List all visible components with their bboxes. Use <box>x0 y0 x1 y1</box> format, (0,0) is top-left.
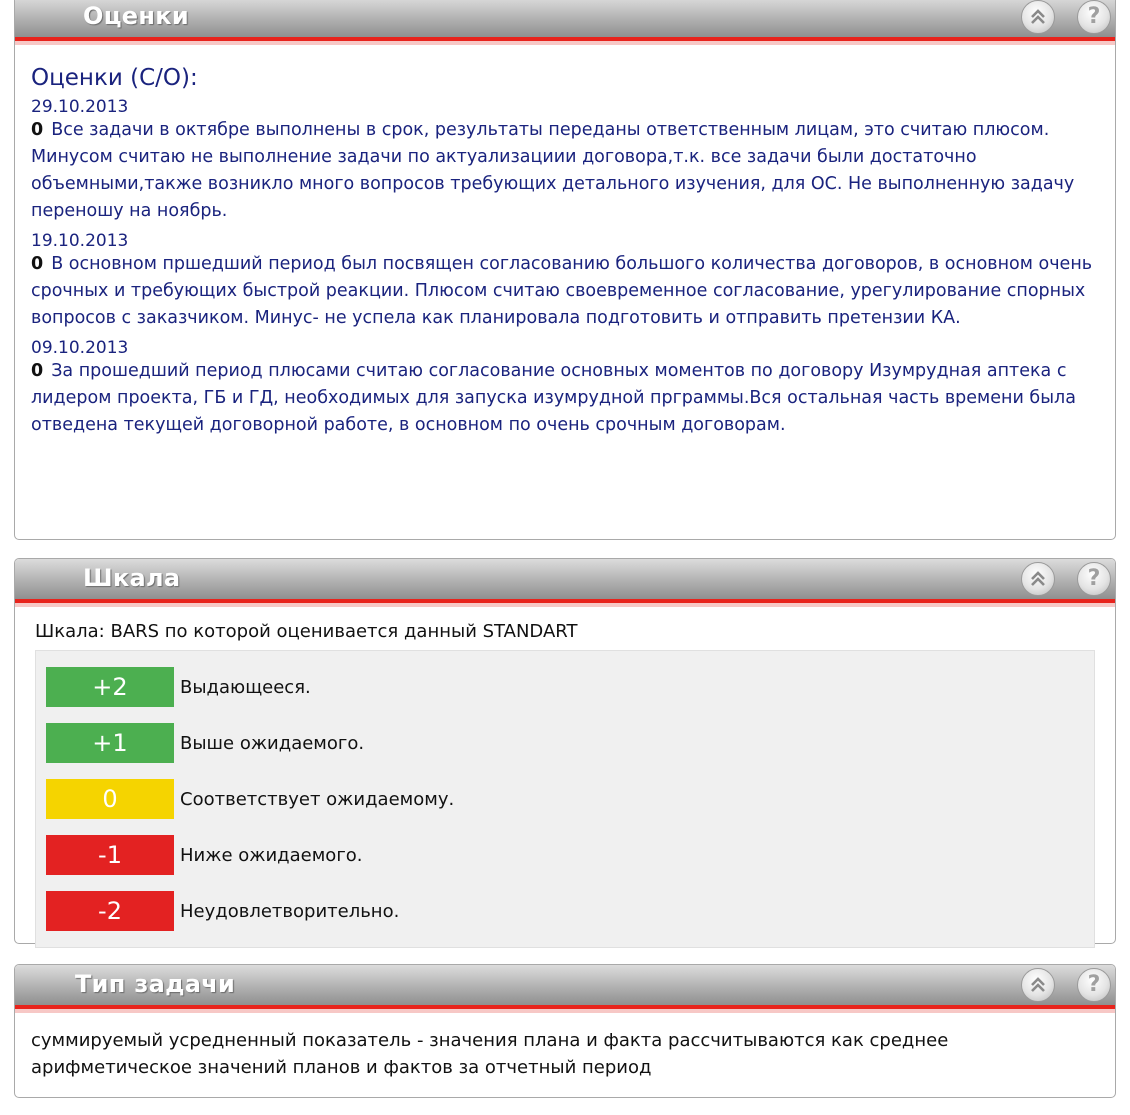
double-chevron-up-icon <box>1028 569 1048 589</box>
entry-date: 09.10.2013 <box>31 338 129 358</box>
panel-title: Шкала <box>83 564 181 592</box>
question-mark-icon: ? <box>1087 972 1101 997</box>
entry-comment: Все задачи в октябре выполнены в срок, результаты переданы ответственным лицам, это считаю плюсом. Минусом считаю не выполнение задачи по актуализациии договора,т.к. все задачи были достаточно объемными,также возникло много вопросов требующих детального изучения, для ОС. Не выполненную задачу переношу на ноябрь. <box>31 120 1075 221</box>
scale-panel-body <box>15 603 1115 958</box>
scale-row <box>46 715 1084 771</box>
scale-badge: +1 <box>46 723 174 763</box>
panel-title: Тип задачи <box>75 970 236 998</box>
grades-heading: Оценки (С/О): <box>31 65 198 91</box>
scale-caption: Шкала: BARS по которой оценивается данный STANDART <box>35 621 578 642</box>
collapse-button[interactable] <box>1021 0 1055 34</box>
grade-entry <box>31 97 1099 225</box>
collapse-button[interactable] <box>1021 562 1055 596</box>
grades-panel <box>14 0 1116 540</box>
scale-label: Соответствует ожидаемому. <box>180 788 455 810</box>
scale-label: Выдающееся. <box>180 676 311 698</box>
scale-panel-header <box>15 559 1115 603</box>
scale-badge: -1 <box>46 835 174 875</box>
task-type-panel <box>14 964 1116 1098</box>
grades-panel-body <box>15 41 1115 451</box>
entry-comment: В основном пршедший период был посвящен согласованию большого количества договоров, в основном очень срочных и требующих быстрой реакции. Плюсом считаю своевременное согласование, урегулирование спорных вопросов с заказчиком. Минус- не успела как планировала подготовить и отправить претензии КА. <box>31 254 1093 328</box>
help-button[interactable] <box>1077 562 1111 596</box>
task-type-text: суммируемый усредненный показатель - значения плана и факта рассчитываются как среднее арифметическое значений планов и фактов за отчетный период <box>31 1030 949 1078</box>
scale-panel <box>14 558 1116 944</box>
entry-text <box>31 358 1099 439</box>
double-chevron-up-icon <box>1028 975 1048 995</box>
entry-date: 19.10.2013 <box>31 231 129 251</box>
question-mark-icon: ? <box>1087 4 1101 29</box>
scale-row <box>46 771 1084 827</box>
scale-list <box>35 650 1095 948</box>
double-chevron-up-icon <box>1028 7 1048 27</box>
scale-row <box>46 883 1084 939</box>
scale-label: Неудовлетворительно. <box>180 900 400 922</box>
panel-title: Оценки <box>83 2 189 30</box>
scale-row <box>46 827 1084 883</box>
scale-label: Ниже ожидаемого. <box>180 844 363 866</box>
task-type-panel-body <box>15 1009 1115 1091</box>
scale-row <box>46 659 1084 715</box>
grade-entry <box>31 231 1099 332</box>
entry-text <box>31 251 1099 332</box>
entry-date: 29.10.2013 <box>31 97 129 117</box>
entry-score: 0 <box>31 120 44 140</box>
entry-score: 0 <box>31 361 44 381</box>
question-mark-icon: ? <box>1087 566 1101 591</box>
help-button[interactable] <box>1077 968 1111 1002</box>
entry-score: 0 <box>31 254 44 274</box>
grade-entry <box>31 338 1099 439</box>
scale-badge: 0 <box>46 779 174 819</box>
entry-comment: За прошедший период плюсами считаю согласование основных моментов по договору Изумрудная аптека с лидером проекта, ГБ и ГД, необходимых для запуска изумрудной прграммы.Вся остальная часть времени была отведена текущей договорной работе, в основном по очень срочным договорам. <box>31 361 1076 435</box>
scale-label: Выше ожидаемого. <box>180 732 365 754</box>
task-type-panel-header <box>15 965 1115 1009</box>
entry-text <box>31 117 1099 225</box>
help-button[interactable] <box>1077 0 1111 34</box>
collapse-button[interactable] <box>1021 968 1055 1002</box>
grades-panel-header <box>15 0 1115 41</box>
scale-badge: +2 <box>46 667 174 707</box>
scale-badge: -2 <box>46 891 174 931</box>
